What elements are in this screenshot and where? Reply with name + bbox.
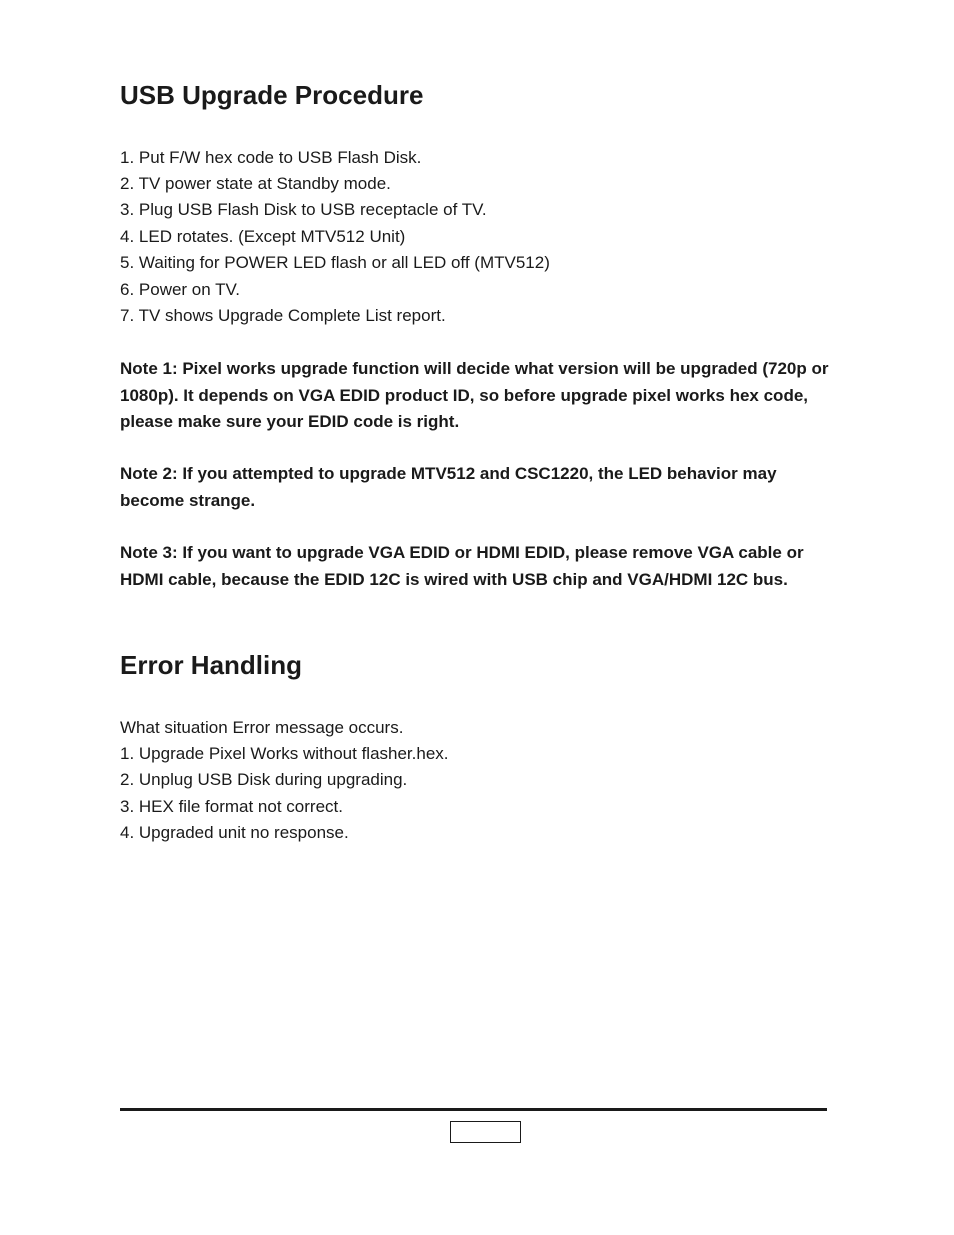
upgrade-step-5: 5. Waiting for POWER LED flash or all LED off (MTV512) — [120, 253, 550, 272]
upgrade-step-2: 2. TV power state at Standby mode. — [120, 174, 391, 193]
page-number-box — [450, 1121, 521, 1143]
upgrade-step-1: 1. Put F/W hex code to USB Flash Disk. — [120, 148, 422, 167]
error-item-4: 4. Upgraded unit no response. — [120, 823, 349, 842]
error-item-3: 3. HEX file format not correct. — [120, 797, 343, 816]
note-2: Note 2: If you attempted to upgrade MTV512 and CSC1220, the LED behavior may become strange. — [120, 464, 777, 510]
note-3: Note 3: If you want to upgrade VGA EDID or HDMI EDID, please remove VGA cable or HDMI cable, because the EDID 12C is wired with USB chip and VGA/HDMI 12C bus. — [120, 543, 804, 589]
section-title-usb-upgrade: USB Upgrade Procedure — [120, 80, 424, 110]
error-intro: What situation Error message occurs. — [120, 718, 404, 737]
upgrade-step-7: 7. TV shows Upgrade Complete List report. — [120, 306, 446, 325]
upgrade-step-3: 3. Plug USB Flash Disk to USB receptacle of TV. — [120, 200, 487, 219]
upgrade-step-4: 4. LED rotates. (Except MTV512 Unit) — [120, 227, 406, 246]
footer-divider — [120, 1108, 827, 1111]
upgrade-step-6: 6. Power on TV. — [120, 280, 241, 299]
note-1: Note 1: Pixel works upgrade function will decide what version will be upgraded (720p or 1080p). It depends on VGA EDID product ID, so before upgrade pixel works hex code, please make sure your EDID code is right. — [120, 359, 829, 431]
error-item-2: 2. Unplug USB Disk during upgrading. — [120, 770, 408, 789]
section-title-error-handling: Error Handling — [120, 650, 303, 680]
error-item-1: 1. Upgrade Pixel Works without flasher.hex. — [120, 744, 449, 763]
